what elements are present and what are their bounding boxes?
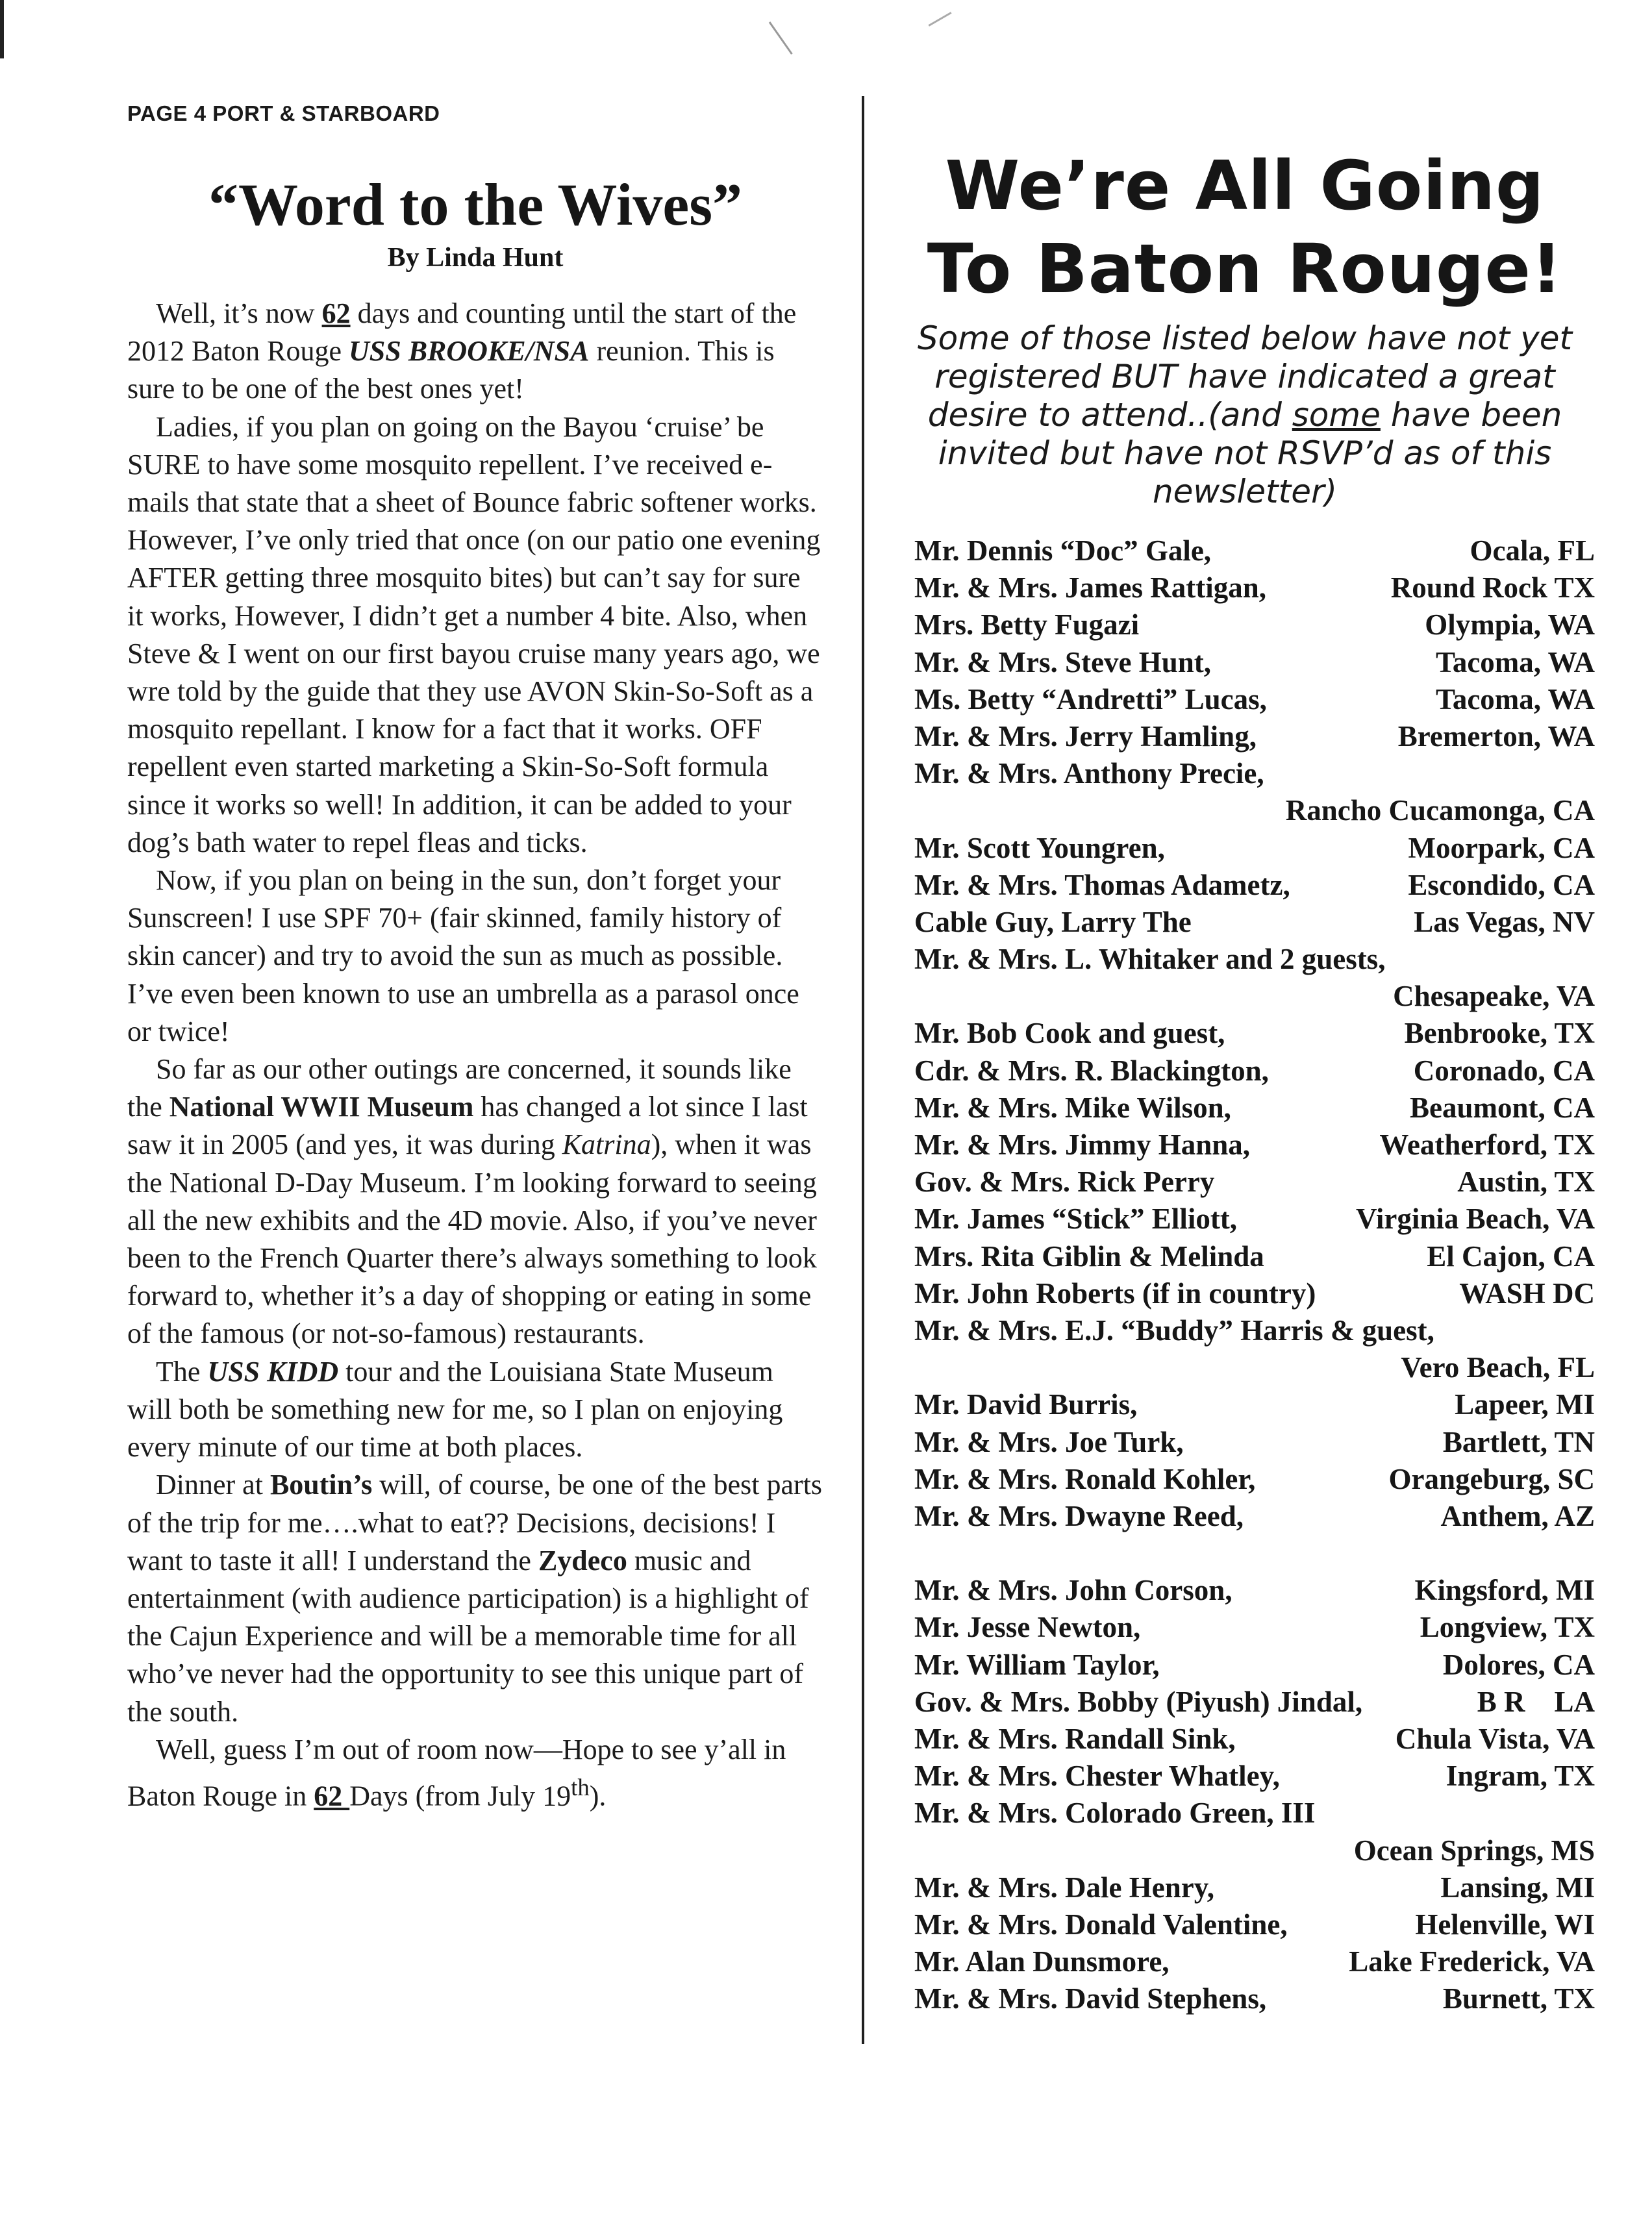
attendee-location: Austin, TX xyxy=(1457,1165,1595,1199)
attendee-name: Mr. & Mrs. Anthony Precie, xyxy=(914,757,1264,790)
attendee-row xyxy=(914,1424,1595,1461)
attendee-name: Gov. & Mrs. Bobby (Piyush) Jindal, xyxy=(914,1685,1363,1718)
text: has changed a lot since I last saw it in 2005 (and yes, it was during xyxy=(127,1091,808,1161)
attendee-location: Helenville, WI xyxy=(1415,1908,1595,1941)
attendee-row xyxy=(914,1869,1595,1906)
attendee-row xyxy=(914,1572,1595,1609)
days-count: 62 xyxy=(321,297,351,329)
text: ), when it was the National D-Day Museum. I’m looking forward to seeing all the new exhibits and the 4D movie. Also, if you’ve never been to the French Quarter there’s always something to look forward to, whether it’s a day of shopping or eating in some of the famous (or not-so-famous) restaurants. xyxy=(127,1128,817,1350)
attendee-row xyxy=(914,1684,1595,1721)
attendee-row xyxy=(914,718,1595,755)
list-intro xyxy=(884,319,1605,511)
attendee-location: Bartlett, TN xyxy=(1442,1425,1595,1458)
attendee-row xyxy=(914,1795,1595,1832)
attendee-row xyxy=(914,1721,1595,1758)
attendee-row xyxy=(914,1906,1595,1943)
attendee-row xyxy=(914,1090,1595,1127)
attendee-name: Mr. & Mrs. L. Whitaker and 2 guests, xyxy=(914,943,1386,976)
attendee-location: Lansing, MI xyxy=(1440,1871,1595,1904)
text: have been invited but have not RSVP’d as of this newsletter) xyxy=(938,396,1562,510)
article-paragraph xyxy=(127,1466,823,1730)
attendee-name: Mr. & Mrs. Dwayne Reed, xyxy=(914,1499,1244,1532)
attendee-row xyxy=(914,1053,1595,1090)
attendee-name: Mrs. Rita Giblin & Melinda xyxy=(914,1240,1264,1273)
attendee-location: Benbrooke, TX xyxy=(1404,1017,1595,1050)
attendee-location: Weatherford, TX xyxy=(1379,1128,1595,1161)
attendee-row xyxy=(914,1832,1595,1869)
attendee-name: Mr. Dennis “Doc” Gale, xyxy=(914,534,1212,567)
article-paragraph xyxy=(127,1051,823,1353)
attendee-name: Mr. Scott Youngren, xyxy=(914,831,1165,864)
attendee-name: Mr. & Mrs. David Stephens, xyxy=(914,1982,1267,2015)
text: Some of those listed below have not yet registered BUT have indicated a great desire to attend..(and xyxy=(917,319,1573,434)
attendees-header xyxy=(884,144,1605,511)
scan-edge-mark xyxy=(0,0,4,58)
attendee-location: B R LA xyxy=(1477,1685,1595,1718)
museum-name: National WWII Museum xyxy=(169,1091,474,1123)
attendee-name: Mr. William Taylor, xyxy=(914,1648,1160,1681)
list-title-line: To Baton Rouge! xyxy=(927,229,1563,308)
attendee-name: Mr. Alan Dunsmore, xyxy=(914,1945,1170,1978)
page-header: PAGE 4 PORT & STARBOARD xyxy=(127,101,440,125)
text: reunion. This is sure to be one of the best ones yet! xyxy=(127,335,775,405)
attendee-name: Mr. David Burris, xyxy=(914,1388,1138,1421)
attendee-location: WASH DC xyxy=(1459,1277,1595,1310)
attendee-list xyxy=(914,532,1595,2018)
katrina: Katrina xyxy=(562,1128,651,1161)
attendee-row xyxy=(914,569,1595,606)
attendee-row xyxy=(914,1609,1595,1646)
attendee-location: Round Rock TX xyxy=(1390,571,1595,604)
text: Well, it’s now xyxy=(156,297,322,329)
article-paragraph: Ladies, if you plan on going on the Bayou ‘cruise’ be SURE to have some mosquito repellent. I’ve received e-mails that state that a sheet of Bounce fabric softener works. However, I’ve only tried that once (on our patio one evening AFTER getting three mosquito bites) but can’t say for sure it works, However, I didn’t get a number 4 bite. Also, when Steve & I went on our first bayou cruise many years ago, we wre told by the guide that they use AVON Skin-So-Soft as a mosquito repellant. I know for a fact that it works. OFF repellent even started marketing a Skin-So-Soft formula since it works so well! In addition, it can be added to your dog’s bath water to repel fleas and ticks. xyxy=(127,410,821,858)
attendee-location: Longview, TX xyxy=(1420,1611,1595,1644)
attendee-location: Ocean Springs, MS xyxy=(1353,1834,1595,1867)
attendee-row xyxy=(914,1980,1595,2017)
attendee-location: Bremerton, WA xyxy=(1397,719,1595,753)
text: The xyxy=(156,1355,208,1388)
attendee-location: Olympia, WA xyxy=(1425,608,1595,642)
attendee-location: Ocala, FL xyxy=(1470,534,1595,567)
attendee-row xyxy=(914,1535,1595,1572)
attendee-name: Mr. & Mrs. John Corson, xyxy=(914,1574,1233,1607)
attendee-row xyxy=(914,830,1595,867)
text: days and counting until the start of the 2012 Baton Rouge xyxy=(127,297,797,368)
attendee-row xyxy=(914,1498,1595,1535)
attendee-name: Cdr. & Mrs. R. Blackington, xyxy=(914,1054,1269,1087)
attendee-row xyxy=(914,904,1595,941)
attendee-location: Virginia Beach, VA xyxy=(1356,1202,1595,1236)
attendee-name: Mr. & Mrs. Colorado Green, III xyxy=(914,1797,1316,1830)
attendee-name: Cable Guy, Larry The xyxy=(914,905,1192,938)
attendee-name: Mr. John Roberts (if in country) xyxy=(914,1277,1316,1310)
attendee-name: Ms. Betty “Andretti” Lucas, xyxy=(914,682,1267,716)
text: So far as our other outings are concerned, it sounds like the xyxy=(127,1053,792,1123)
attendee-row xyxy=(914,681,1595,718)
attendee-row xyxy=(914,1238,1595,1275)
attendee-location: Kingsford, MI xyxy=(1414,1574,1595,1607)
attendee-location: Anthem, AZ xyxy=(1440,1499,1595,1532)
attendee-name: Mr. & Mrs. Donald Valentine, xyxy=(914,1908,1288,1941)
attendee-row xyxy=(914,1015,1595,1052)
attendee-name: Mr. & Mrs. Dale Henry, xyxy=(914,1871,1214,1904)
text: ). xyxy=(589,1780,607,1812)
attendee-row xyxy=(914,1164,1595,1201)
paper-crease xyxy=(918,0,951,27)
attendee-name: Mr. & Mrs. E.J. “Buddy” Harris & guest, xyxy=(914,1314,1434,1347)
attendee-name: Mr. Bob Cook and guest, xyxy=(914,1017,1225,1050)
article-paragraph xyxy=(127,1353,823,1467)
attendee-name: Mr. & Mrs. Chester Whatley, xyxy=(914,1760,1280,1793)
attendee-location: Burnett, TX xyxy=(1442,1982,1595,2015)
attendee-location: Beaumont, CA xyxy=(1409,1091,1595,1124)
article-paragraph xyxy=(127,1731,823,1815)
attendee-row xyxy=(914,755,1595,792)
attendee-row xyxy=(914,792,1595,829)
attendee-row xyxy=(914,1201,1595,1238)
attendee-location: Rancho Cucamonga, CA xyxy=(1285,794,1595,827)
attendee-location: Vero Beach, FL xyxy=(1401,1351,1595,1384)
attendee-row xyxy=(914,1386,1595,1423)
attendee-location: Lake Frederick, VA xyxy=(1349,1945,1595,1978)
ship-name: USS KIDD xyxy=(207,1355,339,1388)
attendee-name: Mr. & Mrs. Ronald Kohler, xyxy=(914,1462,1256,1495)
paper-crease xyxy=(769,10,808,55)
text: some xyxy=(1292,396,1381,434)
attendee-location: Ingram, TX xyxy=(1446,1760,1595,1793)
attendee-name: Gov. & Mrs. Rick Perry xyxy=(914,1165,1215,1199)
text: will, of course, be one of the best parts of the trip for me….what to eat?? Decisions, decisions! I want to taste it all! I understand the xyxy=(127,1469,823,1576)
attendee-row xyxy=(914,941,1595,978)
attendee-name: Mr. & Mrs. Jimmy Hanna, xyxy=(914,1128,1251,1161)
attendee-name: Mr. & Mrs. Mike Wilson, xyxy=(914,1091,1231,1124)
attendee-row xyxy=(914,1349,1595,1386)
attendee-name: Mr. Jesse Newton, xyxy=(914,1611,1141,1644)
attendee-location: Dolores, CA xyxy=(1442,1648,1595,1681)
attendee-location: Las Vegas, NV xyxy=(1414,905,1595,938)
attendee-row xyxy=(914,532,1595,569)
attendee-location: Tacoma, WA xyxy=(1435,645,1595,679)
text: Well, guess I’m out of room now—Hope to see y’all in Baton Rouge in xyxy=(127,1733,786,1812)
text: tour and the Louisiana State Museum will both be something new for me, so I plan on enjoying every minute of our time at both places. xyxy=(127,1355,783,1464)
attendee-name: Mr. & Mrs. James Rattigan, xyxy=(914,571,1266,604)
attendee-name: Mr. James “Stick” Elliott, xyxy=(914,1202,1238,1236)
attendee-name: Mr. & Mrs. Joe Turk, xyxy=(914,1425,1184,1458)
text: music and entertainment (with audience participation) is a highlight of the Cajun Experience and will be a memorable time for all who’ve never had the opportunity to see this unique part of the south. xyxy=(127,1544,809,1728)
attendee-name: Mr. & Mrs. Steve Hunt, xyxy=(914,645,1212,679)
attendee-row xyxy=(914,1943,1595,1980)
attendee-row xyxy=(914,644,1595,681)
attendee-row xyxy=(914,1312,1595,1349)
attendee-location: Tacoma, WA xyxy=(1435,682,1595,716)
article-paragraph: Now, if you plan on being in the sun, don’t forget your Sunscreen! I use SPF 70+ (fair skinned, family history of skin cancer) and try to avoid the sun as much as possible. I’ve even been known to use an umbrella as a parasol once or twice! xyxy=(127,864,799,1047)
attendee-location: Chesapeake, VA xyxy=(1393,980,1595,1013)
article-column xyxy=(127,169,823,1815)
list-title-line: We’re All Going xyxy=(945,146,1545,225)
attendee-name: Mr. & Mrs. Thomas Adametz, xyxy=(914,868,1290,901)
attendee-name: Mr. & Mrs. Jerry Hamling, xyxy=(914,719,1257,753)
attendee-row xyxy=(914,1275,1595,1312)
restaurant-name: Boutin’s xyxy=(269,1469,373,1501)
attendee-location: Lapeer, MI xyxy=(1455,1388,1595,1421)
attendee-row xyxy=(914,1127,1595,1164)
attendee-location: El Cajon, CA xyxy=(1427,1240,1595,1273)
column-divider xyxy=(862,96,864,2044)
attendee-location: Escondido, CA xyxy=(1408,868,1595,901)
text: Days (from July 19 xyxy=(349,1780,571,1812)
article-byline: By Linda Hunt xyxy=(387,243,564,273)
attendee-row xyxy=(914,1461,1595,1498)
attendee-row xyxy=(914,1647,1595,1684)
attendee-location: Orangeburg, SC xyxy=(1388,1462,1595,1495)
ship-name: USS BROOKE/NSA xyxy=(348,335,590,368)
attendee-location: Chula Vista, VA xyxy=(1395,1723,1595,1755)
ordinal-suffix: th xyxy=(571,1773,590,1801)
article-paragraph xyxy=(127,295,823,408)
attendee-row xyxy=(914,1758,1595,1795)
attendee-row xyxy=(914,867,1595,904)
zydeco: Zydeco xyxy=(538,1544,627,1576)
attendee-location: Coronado, CA xyxy=(1413,1054,1595,1087)
article-title: “Word to the Wives” xyxy=(208,171,743,238)
attendee-name: Mrs. Betty Fugazi xyxy=(914,608,1140,642)
text: Dinner at xyxy=(156,1469,270,1501)
attendee-row xyxy=(914,606,1595,643)
attendee-location: Moorpark, CA xyxy=(1408,831,1595,864)
attendee-row xyxy=(914,978,1595,1015)
attendee-name: Mr. & Mrs. Randall Sink, xyxy=(914,1723,1236,1755)
days-count: 62 xyxy=(314,1780,350,1812)
